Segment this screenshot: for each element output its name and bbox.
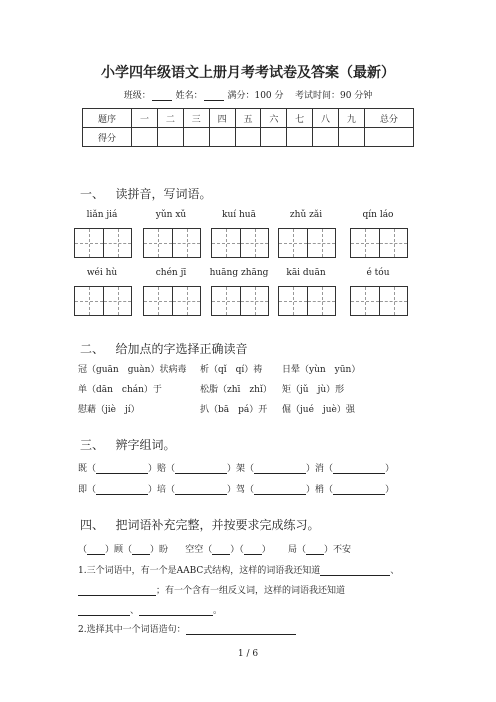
reading-choice: 慰藉（jiè jí） (78, 405, 140, 415)
page-title: 小学四年级语文上册月考考试卷及答案（最新） (101, 65, 395, 81)
score-cell[interactable] (183, 128, 209, 147)
pinyin-label: liǎn jiá (86, 210, 118, 220)
table-header-cell: 五 (235, 109, 261, 128)
writing-cell[interactable] (172, 229, 200, 257)
score-cell[interactable] (261, 128, 287, 147)
pinyin-label: qín láo (362, 210, 394, 220)
pinyin-label: chén jī (155, 268, 187, 278)
writing-grid[interactable] (278, 228, 336, 258)
score-table-header-row (83, 109, 414, 128)
reading-choice: 扒（bā pá）开 (200, 405, 268, 415)
table-header-cell: 九 (338, 109, 364, 128)
name-blank (204, 91, 224, 101)
writing-grid[interactable] (143, 286, 201, 316)
writing-grid[interactable] (350, 286, 408, 316)
writing-grid[interactable] (74, 228, 132, 258)
table-header-cell: 三 (183, 109, 209, 128)
table-header-cell: 四 (209, 109, 235, 128)
pinyin-label: zhǔ zǎi (289, 210, 323, 220)
writing-cell[interactable] (307, 287, 335, 315)
writing-cell[interactable] (279, 287, 307, 315)
score-cell[interactable] (209, 128, 235, 147)
page-number: 1 / 6 (237, 649, 259, 659)
section-1-heading (80, 185, 211, 202)
word-row-2: 即（ ）培（ ）驾（ ）梢（ ） (78, 485, 395, 495)
writing-cell[interactable] (103, 229, 131, 257)
question-1-line-3: 、 。 (78, 603, 222, 616)
writing-cell[interactable] (240, 287, 268, 315)
class-label: 班级： (123, 91, 151, 101)
section-title: 辨字组词。 (115, 438, 176, 452)
section-3-heading (80, 436, 175, 453)
section-2-heading (80, 340, 247, 357)
writing-cell[interactable] (379, 287, 407, 315)
score-cell[interactable] (313, 128, 339, 147)
score-table (82, 108, 414, 147)
reading-choice: 倔（jué juè）强 (282, 405, 355, 415)
writing-cell[interactable] (379, 229, 407, 257)
table-header-cell: 题序 (83, 109, 132, 128)
score-cell[interactable] (132, 128, 158, 147)
writing-cell[interactable] (351, 229, 379, 257)
section-number: 四、 (80, 518, 105, 532)
class-blank (152, 91, 172, 101)
table-header-cell: 总分 (364, 109, 413, 128)
table-header-cell: 八 (313, 109, 339, 128)
score-label: 得分 (83, 128, 132, 147)
writing-cell[interactable] (75, 229, 103, 257)
score-cell[interactable] (338, 128, 364, 147)
section-number: 三、 (80, 438, 105, 452)
writing-cell[interactable] (307, 229, 335, 257)
score-cell[interactable] (157, 128, 183, 147)
writing-grid[interactable] (350, 228, 408, 258)
pinyin-label: yǔn xǔ (155, 210, 187, 220)
table-header-cell: 一 (132, 109, 158, 128)
score-cell[interactable] (287, 128, 313, 147)
writing-cell[interactable] (75, 287, 103, 315)
reading-choice: 冠（guān guàn）状病毒 (78, 365, 187, 375)
writing-cell[interactable] (103, 287, 131, 315)
score-cell[interactable] (364, 128, 413, 147)
word-row-1: 既（ ）赔（ ）架（ ）消（ ） (78, 464, 395, 474)
reading-choice: 矩（jǔ jù）形 (282, 385, 345, 395)
section-title: 给加点的字选择正确读音 (115, 342, 248, 356)
pinyin-label: kāi duān (286, 268, 326, 278)
reading-choice: 析（qǐ qí）祷 (200, 365, 263, 375)
section-number: 二、 (80, 342, 105, 356)
writing-cell[interactable] (279, 229, 307, 257)
writing-cell[interactable] (351, 287, 379, 315)
exam-info (0, 88, 496, 101)
table-header-cell: 二 (157, 109, 183, 128)
score-cell[interactable] (235, 128, 261, 147)
section-number: 一、 (80, 187, 105, 201)
name-label: 姓名： (175, 91, 203, 101)
pinyin-label: huāng zhāng (209, 268, 269, 278)
writing-cell[interactable] (212, 287, 240, 315)
writing-cell[interactable] (240, 229, 268, 257)
reading-choice: 单（dān chán）于 (78, 385, 162, 395)
question-2: 2.选择其中一个词语造句： (78, 622, 296, 635)
writing-cell[interactable] (212, 229, 240, 257)
reading-choice: 松脂（zhī zhǐ） (200, 385, 272, 395)
writing-cell[interactable] (144, 287, 172, 315)
section-4-heading (80, 516, 319, 533)
writing-grid[interactable] (211, 228, 269, 258)
section-title: 读拼音，写词语。 (115, 187, 212, 201)
writing-grid[interactable] (143, 228, 201, 258)
pinyin-label: wéi hù (86, 268, 118, 278)
score-table-score-row (83, 128, 414, 147)
full-score: 满分：100 分 (227, 91, 284, 101)
fill-row: （ ）顾（ ）盼 空空（ ）（ ） 局（ ）不安 (78, 545, 351, 555)
writing-grid[interactable] (74, 286, 132, 316)
writing-grid[interactable] (211, 286, 269, 316)
table-header-cell: 六 (261, 109, 287, 128)
exam-time: 考试时间：90 分钟 (294, 91, 373, 101)
writing-cell[interactable] (144, 229, 172, 257)
question-1-line-1: 1.三个词语中，有一个是AABC式结构，这样的词语我还知道 、 (78, 566, 400, 576)
reading-choice: 日晕（yùn yūn） (282, 365, 361, 375)
pinyin-label: kuí huā (222, 210, 256, 220)
question-1-line-2: ；有一个含有一组反义词，这样的词语我还知道 (78, 583, 345, 596)
pinyin-label: é tóu (366, 268, 390, 278)
table-header-cell: 七 (287, 109, 313, 128)
writing-grid[interactable] (278, 286, 336, 316)
writing-cell[interactable] (172, 287, 200, 315)
section-title: 把词语补充完整，并按要求完成练习。 (115, 518, 320, 532)
